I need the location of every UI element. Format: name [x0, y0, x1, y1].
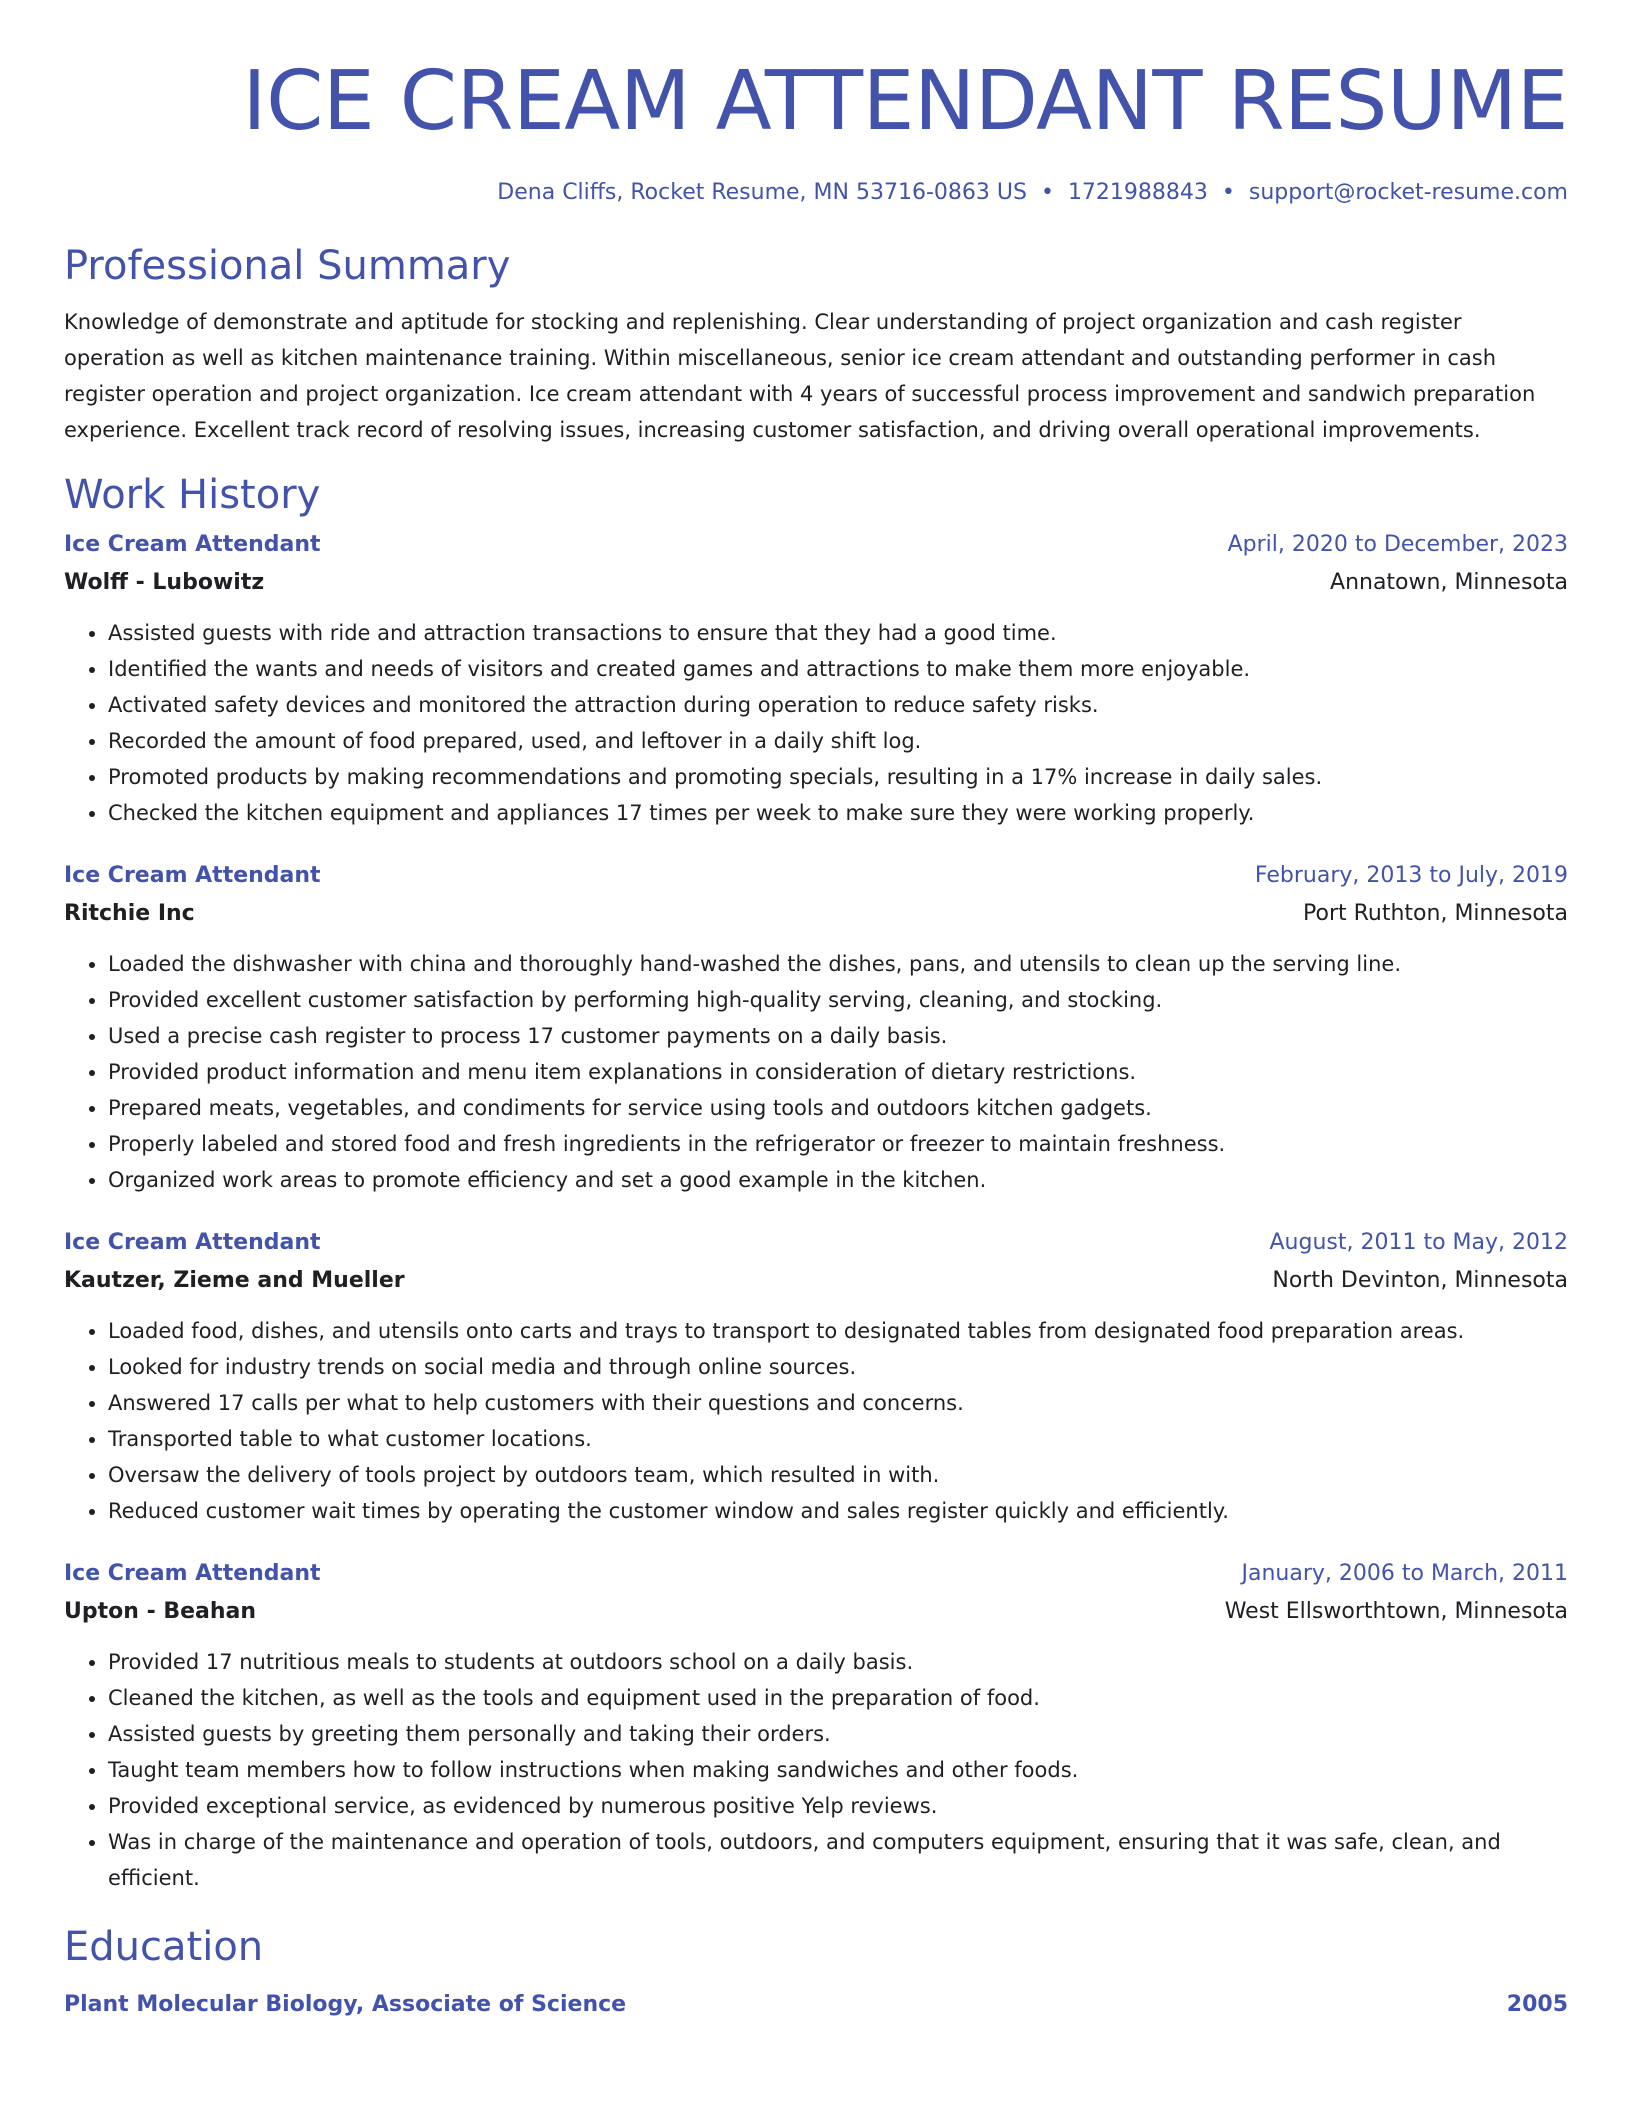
- job-bullet: • Provided product information and menu item explanations in consideration of dietary restrictions.: [108, 1054, 1568, 1090]
- job-bullet: • Promoted products by making recommendations and promoting specials, resulting in a 17% increase in daily sales.: [108, 759, 1568, 795]
- job-bullet: • Answered 17 calls per what to help customers with their questions and concerns.: [108, 1385, 1568, 1421]
- job-company-row: [64, 895, 1568, 933]
- job-bullet: • Used a precise cash register to process 17 customer payments on a daily basis.: [108, 1018, 1568, 1054]
- job-bullet-list: [64, 946, 1568, 1198]
- job-bullet: • Was in charge of the maintenance and operation of tools, outdoors, and computers equipment, ensuring that it was safe, clean, and efficient.: [108, 1824, 1568, 1896]
- contact-address: Dena Cliffs, Rocket Resume, MN 53716-0863 US: [497, 180, 1027, 205]
- job-bullet: • Assisted guests with ride and attraction transactions to ensure that they had a good time.: [108, 615, 1568, 651]
- job-bullet: • Checked the kitchen equipment and appliances 17 times per week to make sure they were working properly.: [108, 795, 1568, 831]
- job-bullet: • Transported table to what customer locations.: [108, 1421, 1568, 1457]
- contact-separator: •: [1040, 180, 1054, 205]
- job-bullet: • Identified the wants and needs of visitors and created games and attractions to make them more enjoyable.: [108, 651, 1568, 687]
- job-title: Ice Cream Attendant: [64, 1230, 321, 1255]
- job-company: Ritchie Inc: [64, 901, 195, 926]
- job-entry: [64, 1224, 1568, 1529]
- job-bullet: • Oversaw the delivery of tools project by outdoors team, which resulted in with.: [108, 1457, 1568, 1493]
- work-history-heading: Work History: [64, 472, 321, 518]
- job-company: Wolff - Lubowitz: [64, 570, 265, 595]
- job-title-row: [64, 1224, 1568, 1262]
- job-bullet: • Looked for industry trends on social media and through online sources.: [108, 1349, 1568, 1385]
- job-entry: [64, 526, 1568, 831]
- job-bullet: • Provided excellent customer satisfaction by performing high-quality serving, cleaning, and stocking.: [108, 982, 1568, 1018]
- job-location: Port Ruthton, Minnesota: [1303, 901, 1568, 926]
- contact-separator: •: [1221, 180, 1235, 205]
- job-bullet: • Organized work areas to promote efficiency and set a good example in the kitchen.: [108, 1162, 1568, 1198]
- job-dates: January, 2006 to March, 2011: [1241, 1561, 1568, 1586]
- job-title: Ice Cream Attendant: [64, 532, 321, 557]
- education-entry: [64, 1986, 1568, 2024]
- job-bullet: • Assisted guests by greeting them personally and taking their orders.: [108, 1716, 1568, 1752]
- job-title-row: [64, 857, 1568, 895]
- job-company: Kautzer, Zieme and Mueller: [64, 1268, 405, 1293]
- job-bullet: • Reduced customer wait times by operating the customer window and sales register quickly and efficiently.: [108, 1493, 1568, 1529]
- job-dates: August, 2011 to May, 2012: [1269, 1230, 1568, 1255]
- job-company: Upton - Beahan: [64, 1599, 257, 1624]
- job-bullet: • Recorded the amount of food prepared, used, and leftover in a daily shift log.: [108, 723, 1568, 759]
- job-title: Ice Cream Attendant: [64, 1561, 321, 1586]
- job-bullet-list: [64, 1313, 1568, 1529]
- job-title: Ice Cream Attendant: [64, 863, 321, 888]
- summary-text: Knowledge of demonstrate and aptitude for stocking and replenishing. Clear understanding of project organization and cash register operation as well as kitchen maintenance training. Within miscellaneous, senior ice cream attendant and outstanding performer in cash register operation and project organization. Ice cream attendant with 4 years of successful process improvement and sandwich preparation experience. Excellent track record of resolving issues, increasing customer satisfaction, and driving overall operational improvements.: [64, 310, 1536, 442]
- job-bullet: • Properly labeled and stored food and fresh ingredients in the refrigerator or freezer to maintain freshness.: [108, 1126, 1568, 1162]
- resume-title: ICE CREAM ATTENDANT RESUME: [242, 54, 1568, 149]
- job-location: Annatown, Minnesota: [1330, 570, 1568, 595]
- job-company-row: [64, 1262, 1568, 1300]
- education-year: 2005: [1506, 1992, 1568, 2017]
- job-bullet: • Provided exceptional service, as evidenced by numerous positive Yelp reviews.: [108, 1788, 1568, 1824]
- job-location: West Ellsworthtown, Minnesota: [1224, 1599, 1568, 1624]
- job-bullet-list: [64, 615, 1568, 831]
- job-bullet: • Taught team members how to follow instructions when making sandwiches and other foods.: [108, 1752, 1568, 1788]
- education-degree: Plant Molecular Biology, Associate of Science: [64, 1992, 627, 2017]
- job-company-row: [64, 1593, 1568, 1631]
- resume-page: [64, 0, 1568, 2024]
- job-list: [64, 526, 1568, 1896]
- job-company-row: [64, 564, 1568, 602]
- job-location: North Devinton, Minnesota: [1272, 1268, 1568, 1293]
- contact-line: [64, 178, 1568, 208]
- education-heading: Education: [64, 1924, 264, 1970]
- job-bullet: • Loaded the dishwasher with china and thoroughly hand-washed the dishes, pans, and utensils to clean up the serving line.: [108, 946, 1568, 982]
- job-entry: [64, 1555, 1568, 1896]
- job-title-row: [64, 1555, 1568, 1593]
- contact-email[interactable]: support@rocket-resume.com: [1248, 180, 1568, 205]
- job-title-row: [64, 526, 1568, 564]
- job-bullet: • Provided 17 nutritious meals to students at outdoors school on a daily basis.: [108, 1644, 1568, 1680]
- contact-phone[interactable]: 1721988843: [1067, 180, 1208, 205]
- job-bullet: • Activated safety devices and monitored the attraction during operation to reduce safety risks.: [108, 687, 1568, 723]
- job-bullet: • Cleaned the kitchen, as well as the tools and equipment used in the preparation of food.: [108, 1680, 1568, 1716]
- summary-heading: Professional Summary: [64, 243, 511, 289]
- job-dates: April, 2020 to December, 2023: [1227, 532, 1568, 557]
- job-dates: February, 2013 to July, 2019: [1254, 863, 1568, 888]
- job-bullet-list: [64, 1644, 1568, 1896]
- job-bullet: • Prepared meats, vegetables, and condiments for service using tools and outdoors kitchen gadgets.: [108, 1090, 1568, 1126]
- job-bullet: • Loaded food, dishes, and utensils onto carts and trays to transport to designated tables from designated food preparation areas.: [108, 1313, 1568, 1349]
- job-entry: [64, 857, 1568, 1198]
